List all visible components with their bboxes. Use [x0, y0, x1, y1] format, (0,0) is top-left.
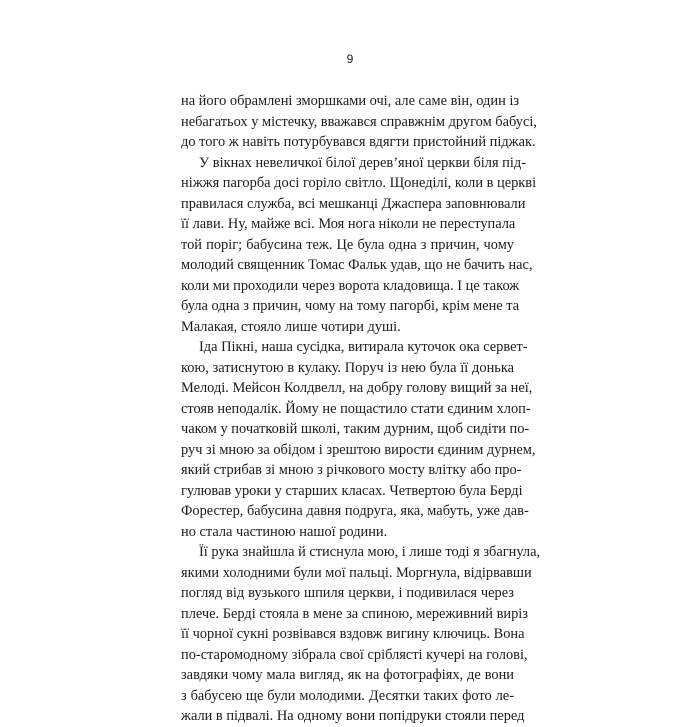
text-line: гулював уроки у старших класах. Четвертою була Берді [181, 482, 523, 499]
text-line: У вікнах невеличкої білої дерев’яної церкви біля під- [199, 154, 526, 171]
text-line: Мелоді. Мейсон Колдвелл, на добру голову вищий за неї, [181, 380, 533, 396]
text-line: чаком у початковій школі, таким дурним, щоб сидіти по- [181, 421, 530, 437]
text-line: плече. Берді стояла в мене за спиною, мереживний виріз [181, 605, 528, 622]
text-line: який стрибав зі мною з річкового мосту влітку або про- [181, 462, 522, 478]
text-line: її лави. Ну, майже всі. Моя нога ніколи не переступала [181, 216, 516, 232]
text-line: небагатьох у містечку, вважався справжнім другом бабусі, [181, 113, 537, 130]
text-line: завдяки чому мала вигляд, як на фотографіях, де вони [181, 667, 514, 683]
text-line: но стала частиною нашої родини. [181, 523, 388, 540]
text-line: її чорної сукні розвівався вздовж вигину ключиць. Вона [181, 626, 525, 642]
text-line: стояв неподалік. Йому не пощастило стати єдиним хлоп- [181, 400, 531, 417]
text-line: була одна з причин, чому на тому пагорбі, крім мене та [181, 298, 520, 314]
text-line: кою, затиснутою в кулаку. Поруч із нею була її донька [181, 359, 514, 376]
text-line: правилася служба, всі мешканці Джаспера заповнювали [181, 195, 526, 212]
text-line: Іда Пікні, наша сусідка, витирала куточок ока сервет- [199, 339, 528, 355]
text-line: з бабусею ще були молодими. Десятки таких фото ле- [181, 687, 514, 704]
text-line: Форестер, бабусина давня подруга, яка, мабуть, уже дав- [181, 503, 529, 519]
text-line: Її рука знайшла й стиснула мою, і лише тоді я збагнула, [199, 544, 541, 560]
text-line: до того ж навіть потурбувався вдягти пристойний піджак. [181, 134, 536, 150]
page-number: 9 [346, 52, 354, 66]
text-line: жали в підвалі. На одному вони попідруки стояли перед [181, 708, 525, 724]
body-text [181, 91, 541, 727]
text-line: на його обрамлені зморшками очі, але саме він, один із [181, 93, 520, 109]
text-line: молодий священник Томас Фальк удав, що не бачить нас, [181, 257, 533, 273]
text-line: той поріг; бабусина теж. Це була одна з причин, чому [181, 236, 514, 253]
text-line: по-старомодному зібрала свої сріблясті кучері на голові, [181, 646, 528, 663]
text-line: Малакая, стояло лише чотири душі. [181, 318, 401, 335]
text-line: погляд від вузького шпиля церкви, і подивилася через [181, 585, 514, 601]
text-line: ніжжя пагорба досі горіло світло. Щонеділі, коли в церкві [181, 175, 537, 191]
text-line: якими холодними були мої пальці. Моргнула, відірвавши [181, 564, 532, 581]
text-line: коли ми проходили через ворота кладовища. І це також [181, 277, 520, 294]
text-line: руч зі мною за обідом і зрештою вирости єдиним дурнем, [181, 441, 536, 458]
